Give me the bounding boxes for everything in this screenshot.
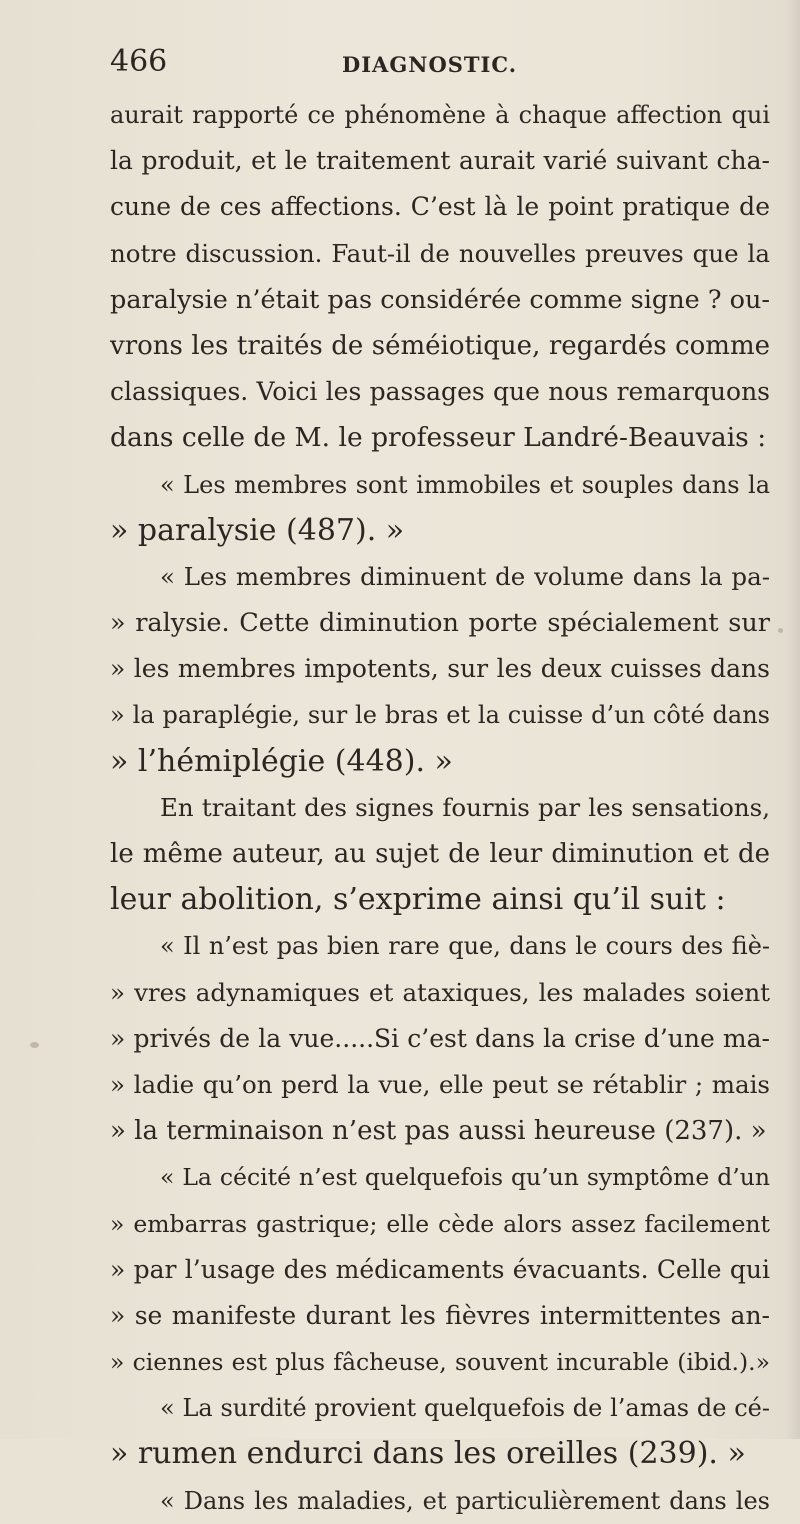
page-header <box>110 44 770 84</box>
body-text <box>110 92 770 1524</box>
quote-line: » se manifeste durant les fièvres intermittentes an- <box>110 1300 770 1330</box>
text-line: En traitant des signes fournis par les sensations, <box>160 792 770 822</box>
page-number: 466 <box>110 44 168 79</box>
text-line: leur abolition, s’exprime ainsi qu’il suit : <box>110 882 726 918</box>
ink-speck <box>30 1042 39 1048</box>
quote-line: « Dans les maladies, et particulièrement dans les <box>160 1486 770 1515</box>
quote-line: » la terminaison n’est pas aussi heureuse (237). » <box>110 1116 767 1147</box>
running-head: DIAGNOSTIC. <box>342 52 518 77</box>
quote-line: » par l’usage des médicaments évacuants. Celle qui <box>110 1254 770 1284</box>
quote-line: » embarras gastrique; elle cède alors assez facilement <box>110 1209 770 1238</box>
quote-line: » rumen endurci dans les oreilles (239). » <box>110 1436 746 1472</box>
quote-line: » paralysie (487). » <box>110 512 405 548</box>
text-line: aurait rapporté ce phénomène à chaque affection qui <box>110 101 770 129</box>
quote-line: » vres adynamiques et ataxiques, les malades soient <box>110 977 770 1007</box>
quote-line: « La surdité provient quelquefois de l’amas de cé- <box>160 1394 770 1423</box>
text-line: cune de ces affections. C’est là le point pratique de <box>110 192 770 222</box>
quote-line: « La cécité n’est quelquefois qu’un symptôme d’un <box>160 1163 770 1192</box>
text-line: vrons les traités de séméiotique, regardés comme <box>110 330 770 361</box>
quote-line: » la paraplégie, sur le bras et la cuisse d’un côté dans <box>110 701 770 730</box>
text-line: paralysie n’était pas considérée comme signe ? ou- <box>110 284 770 315</box>
ink-speck <box>778 628 783 633</box>
quote-line: « Les membres sont immobiles et souples dans la <box>160 470 770 499</box>
text-line: classiques. Voici les passages que nous remarquons <box>110 377 770 407</box>
quote-line: » ciennes est plus fâcheuse, souvent incurable (ibid.).» <box>110 1348 770 1377</box>
quote-line: » ladie qu’on perd la vue, elle peut se rétablir ; mais <box>110 1069 770 1099</box>
page-edge-shadow <box>786 0 800 1439</box>
quote-line: » les membres impotents, sur les deux cuisses dans <box>110 654 770 684</box>
text-line: notre discussion. Faut-il de nouvelles preuves que la <box>110 238 770 268</box>
quote-line: » privés de la vue.....Si c’est dans la crise d’une ma- <box>110 1023 770 1053</box>
quote-line: » ralysie. Cette diminution porte spécialement sur <box>110 608 770 639</box>
quote-line: » l’hémiplégie (448). » <box>110 743 453 779</box>
text-line: le même auteur, au sujet de leur diminution et de <box>110 839 770 869</box>
quote-line: « Il n’est pas bien rare que, dans le cours des fiè- <box>160 932 770 961</box>
text-line: la produit, et le traitement aurait varié suivant cha- <box>110 146 770 176</box>
quote-line: « Les membres diminuent de volume dans la pa- <box>160 561 770 591</box>
text-line: dans celle de M. le professeur Landré-Beauvais : <box>110 422 767 454</box>
